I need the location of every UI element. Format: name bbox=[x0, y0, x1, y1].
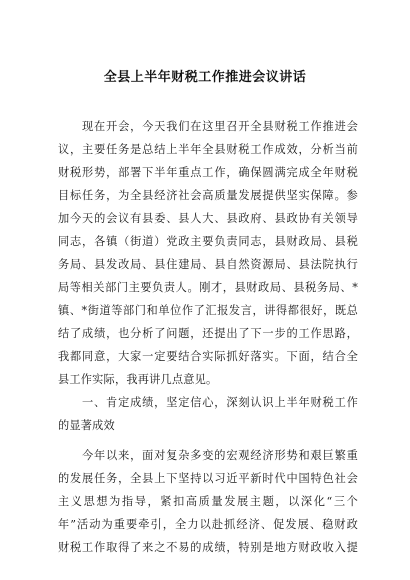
paragraph-line: 主义思想为指导，紧扣高质量发展主题，以深化“三个 bbox=[58, 495, 358, 508]
paragraph-line: 我都同意，大家一定要结合实际抓好落实。下面，结合全 bbox=[58, 350, 358, 363]
paragraph-line: 结了成绩，也分析了问题，还提出了下一步的工作思路， bbox=[58, 327, 358, 340]
paragraph-line: 镇、*街道等部门和单位作了汇报发言，讲得都很好，既总 bbox=[58, 304, 358, 317]
paragraph-line: 县工作实际，我再讲几点意见。 bbox=[58, 373, 218, 386]
paragraph-line: 务局、县发改局、县住建局、县自然资源局、县法院执行 bbox=[58, 258, 358, 271]
paragraph-line: 加今天的会议有县委、县人大、县政府、县政协有关领导 bbox=[58, 212, 358, 225]
paragraph-line: 财税形势，部署下半年重点工作，确保圆满完成全年财税 bbox=[58, 166, 358, 179]
paragraph-line: 财税工作取得了来之不易的成绩，特别是地方财政收入提 bbox=[58, 541, 358, 554]
paragraph-line: 现在开会，今天我们在这里召开全县财税工作推进会 bbox=[82, 120, 358, 133]
paragraph-line: 年”活动为重要牵引，全力以赴抓经济、促发展、稳财政 bbox=[58, 518, 358, 531]
paragraph-line: 议，主要任务是总结上半年全县财税工作成效，分析当前 bbox=[58, 143, 358, 156]
document-title: 全县上半年财税工作推进会议讲话 bbox=[103, 70, 307, 85]
paragraph-line: 同志，各镇（街道）党政主要负责同志，县财政局、县税 bbox=[58, 235, 358, 248]
paragraph-line: 今年以来，面对复杂多变的宏观经济形势和艰巨繁重 bbox=[82, 449, 358, 462]
section-heading-line: 一、肯定成绩，坚定信心，深刻认识上半年财税工作 bbox=[82, 396, 358, 409]
section-heading-line: 的显著成效 bbox=[58, 419, 115, 432]
paragraph-line: 的发展任务，全县上下坚持以习近平新时代中国特色社会 bbox=[58, 472, 358, 485]
paragraph-line: 目标任务，为全县经济社会高质量发展提供坚实保障。参 bbox=[58, 189, 358, 202]
paragraph-line: 局等相关部门主要负责人。刚才，县财政局、县税务局、* bbox=[58, 281, 358, 294]
